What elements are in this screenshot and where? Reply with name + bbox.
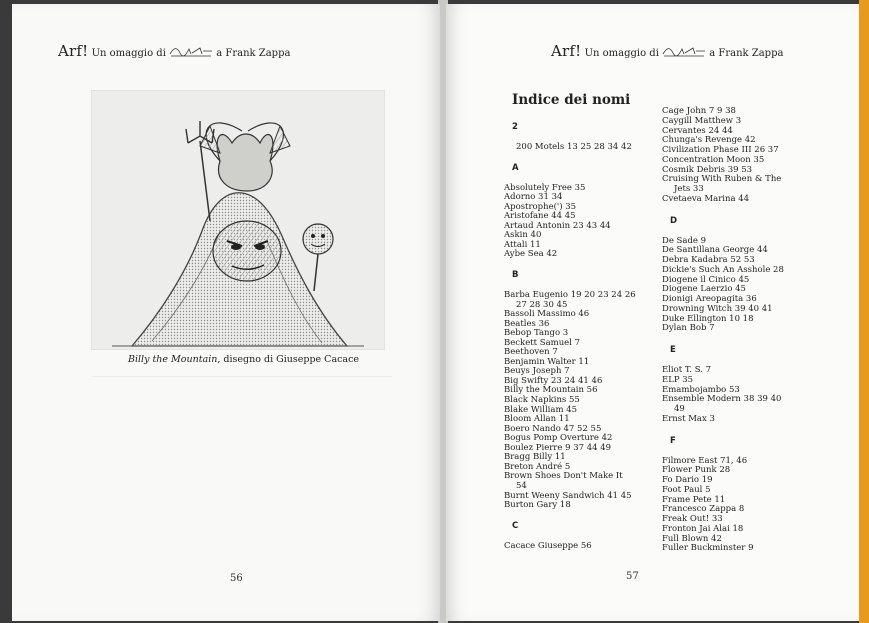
index-entry: Bloom Allan 11	[504, 414, 570, 425]
page-number-right: 57	[626, 571, 639, 582]
index-letter-heading: A	[512, 162, 519, 173]
index-entry: Fronton Jai Alai 18	[662, 523, 744, 534]
header-to: a Frank Zappa	[216, 48, 291, 59]
header-to: a Frank Zappa	[709, 48, 784, 59]
index-entry: Freak Out! 33	[662, 514, 723, 524]
index-letter-heading: D	[670, 215, 678, 226]
index-entry: Full Blown 42	[662, 533, 722, 544]
index-entry: Frame Pete 11	[662, 494, 726, 505]
index-entry: Boulez Pierre 9 37 44 49	[504, 442, 612, 453]
index-entry: Barba Eugenio 19 20 23 24 26	[504, 289, 636, 300]
index-entry: Aristofane 44 45	[504, 211, 576, 222]
illustration-billy-the-mountain	[91, 90, 385, 350]
index-entry: Debra Kadabra 52 53	[662, 255, 755, 265]
header-arf: Arf!	[58, 42, 89, 60]
index-letter-heading: B	[512, 269, 519, 280]
index-entry: Apostrophe(') 35	[504, 201, 577, 212]
index-entry: Beatles 36	[504, 318, 550, 329]
caption-rest: , disegno di Giuseppe Cacace	[217, 354, 360, 365]
index-entry: Eliot T. S. 7	[662, 365, 712, 375]
mountain-drawing-icon	[92, 91, 384, 349]
index-entry: De Santillana George 44	[662, 245, 768, 256]
index-entry: Benjamin Walter 11	[504, 356, 590, 367]
index-entry: Black Napkins 55	[504, 395, 580, 405]
index-entry: De Sade 9	[662, 235, 707, 246]
right-page	[446, 4, 859, 621]
index-letter-heading: F	[670, 435, 676, 446]
index-entry: Beuys Joseph 7	[504, 366, 570, 377]
index-title: Indice dei nomi	[512, 92, 631, 108]
caption-title: Billy the Mountain	[128, 354, 218, 365]
index-entry: Bogus Pomp Overture 42	[504, 433, 613, 444]
figure-caption	[128, 354, 359, 365]
index-entry: Absolutely Free 35	[504, 182, 586, 193]
running-header	[58, 42, 290, 60]
index-entry: Fo Dario 19	[662, 475, 713, 485]
index-entry: Emambojambo 53	[662, 384, 740, 395]
index-entry: Cruising With Ruben & The	[662, 174, 782, 185]
index-entry: Adorno 31 34	[504, 192, 563, 203]
index-entry: Drowning Witch 39 40 41	[662, 303, 773, 314]
index-entry: 49	[674, 404, 685, 414]
index-entry: Askin 40	[504, 230, 542, 241]
index-entry: Blake William 45	[504, 404, 578, 415]
index-entry: Bassoli Massimo 46	[504, 309, 590, 320]
index-entry: Burnt Weeny Sandwich 41 45	[504, 490, 632, 501]
index-entry: Beethoven 7	[504, 347, 558, 358]
header-text: Un omaggio di	[91, 48, 166, 59]
index-entry: Foot Paul 5	[662, 484, 711, 495]
index-entry: Big Swifty 23 24 41 46	[504, 375, 603, 386]
index-letter-heading: C	[512, 520, 519, 531]
signature-logo-icon	[662, 45, 706, 57]
index-entry: Bebop Tango 3	[504, 328, 569, 339]
index-entry: Cervantes 24 44	[662, 125, 733, 136]
running-header	[551, 42, 783, 60]
header-arf: Arf!	[551, 42, 582, 60]
index-entry: Aybe Sea 42	[504, 249, 558, 260]
left-page	[12, 4, 440, 621]
bleed-through-text	[92, 376, 392, 497]
index-entry: Cosmik Debris 39 53	[662, 164, 753, 175]
index-entry: Ernst Max 3	[662, 413, 715, 424]
index-entry: Cvetaeva Marina 44	[662, 193, 750, 204]
index-letter-heading: E	[670, 345, 676, 355]
index-entry: Breton André 5	[504, 461, 571, 472]
index-entry: Fuller Buckminster 9	[662, 543, 754, 554]
index-entry: Ensemble Modern 38 39 40	[662, 394, 782, 405]
index-entry: Dylan Bob 7	[662, 323, 715, 334]
index-entry: Bragg Billy 11	[504, 452, 566, 463]
signature-logo-icon	[169, 45, 213, 57]
index-entry: 54	[516, 480, 527, 491]
book-edge	[859, 0, 869, 623]
index-entry: 200 Motels 13 25 28 34 42	[516, 142, 632, 152]
index-entry: Civilization Phase III 26 37	[662, 145, 779, 155]
index-entry: 27 28 30 45	[516, 299, 568, 310]
index-entry: Diogene il Cinico 45	[662, 274, 750, 285]
index-entry: Boero Nando 47 52 55	[504, 423, 602, 434]
index-entry: Duke Ellington 10 18	[662, 313, 754, 324]
index-entry: Flower Punk 28	[662, 465, 731, 476]
index-entry: Beckett Samuel 7	[504, 337, 581, 348]
header-text: Un omaggio di	[584, 48, 659, 59]
index-entry: Jets 33	[674, 184, 704, 194]
index-entry: Filmore East 71, 46	[662, 455, 748, 466]
index-entry: Dionigi Areopagita 36	[662, 294, 757, 304]
index-entry: Billy the Mountain 56	[504, 385, 598, 396]
index-entry: Concentration Moon 35	[662, 154, 765, 165]
page-number-left: 56	[230, 573, 243, 584]
index-entry: Artaud Antonin 23 43 44	[504, 220, 611, 231]
index-entry: Chunga's Revenge 42	[662, 135, 756, 146]
index-entry: Francesco Zappa 8	[662, 504, 745, 515]
index-entry: Diogene Laerzio 45	[662, 284, 746, 295]
index-entry: Dickie's Such An Asshole 28	[662, 264, 784, 275]
index-entry: Attali 11	[504, 239, 541, 250]
index-entry: ELP 35	[662, 374, 694, 385]
index-entry: Burton Gary 18	[504, 500, 571, 511]
index-entry: Cage John 7 9 38	[662, 106, 736, 116]
index-letter-heading: 2	[512, 122, 518, 132]
index-entry: Cacace Giuseppe 56	[504, 540, 592, 551]
index-entry: Caygill Matthew 3	[662, 115, 742, 126]
index-entry: Brown Shoes Don't Make It	[504, 471, 623, 482]
